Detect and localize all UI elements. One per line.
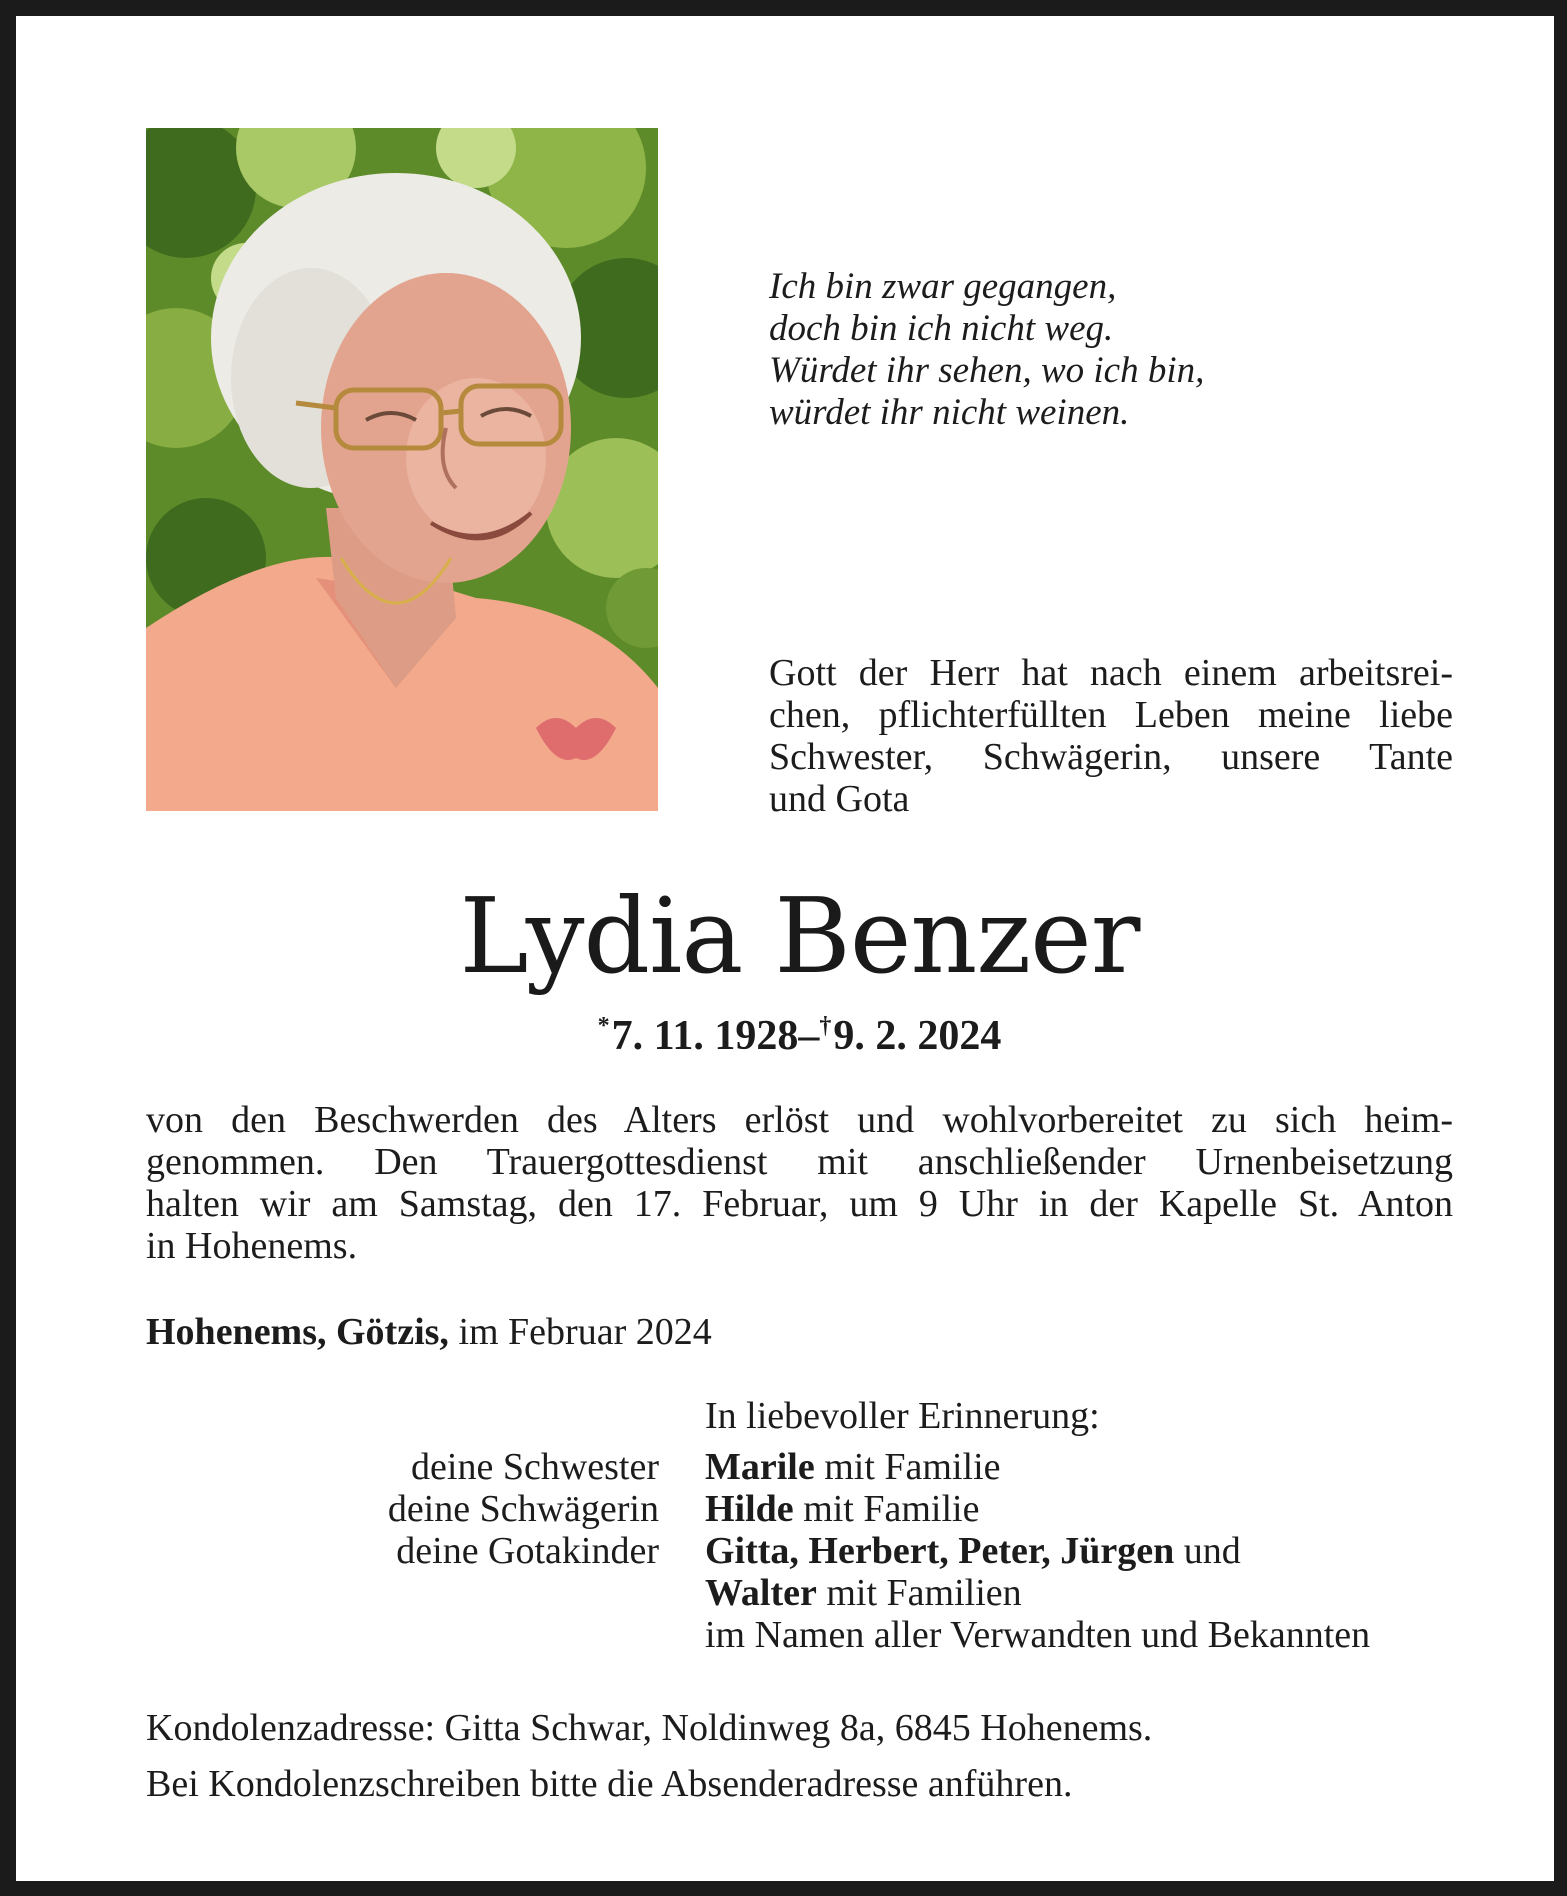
relation-label: deine Gotakinder: [396, 1530, 659, 1572]
condolence-info: [146, 1700, 1152, 1812]
mourner-suffix: und: [1174, 1530, 1241, 1572]
poem-line: doch bin ich nicht weg.: [769, 308, 1114, 349]
intro-line: Gott der Herr hat nach einem arbeitsrei-: [769, 652, 1453, 694]
mourner-name: Hilde: [705, 1488, 794, 1530]
mourners-list: [705, 1446, 1370, 1656]
birth-symbol: *: [597, 1013, 610, 1039]
mourner-line: [705, 1530, 1370, 1572]
mourner-line: [705, 1614, 1370, 1656]
relation-label: deine Schwester: [411, 1446, 659, 1488]
condolence-note: Bei Kondolenzschreiben bitte die Absenderadresse anführen.: [146, 1763, 1073, 1805]
death-symbol: †: [819, 1013, 832, 1039]
death-date: 9. 2. 2024: [833, 1013, 1002, 1059]
intro-line: chen, pflichterfüllten Leben meine liebe: [769, 694, 1453, 736]
intro-line: Schwester, Schwägerin, unsere Tante: [769, 736, 1453, 778]
mourner-name: Walter: [705, 1572, 817, 1614]
portrait-illustration: [146, 128, 658, 811]
place-and-date: [146, 1310, 1046, 1354]
main-paragraph: [146, 1099, 1453, 1267]
mourner-name: Marile: [705, 1446, 815, 1488]
condolence-address: Kondolenzadresse: Gitta Schwar, Noldinweg 8a, 6845 Hohenems.: [146, 1707, 1153, 1749]
poem-line: Würdet ihr sehen, wo ich bin,: [769, 350, 1205, 391]
main-line: halten wir am Samstag, den 17. Februar, um 9 Uhr in der Kapelle St. Anton: [146, 1183, 1453, 1225]
mourner-suffix: mit Familien: [816, 1572, 1022, 1614]
mourner-suffix: mit Familie: [793, 1488, 980, 1530]
main-line: von den Beschwerden des Alters erlöst und wohlvorbereitet zu sich heim-: [146, 1099, 1453, 1141]
mourner-line: [705, 1488, 1370, 1530]
poem: [769, 266, 1329, 434]
portrait-photo: [146, 128, 658, 811]
intro-line: und Gota: [769, 778, 910, 820]
mourner-name: Gitta, Herbert, Peter, Jürgen: [705, 1530, 1175, 1572]
relations-list: [388, 1446, 659, 1572]
main-line: in Hohenems.: [146, 1225, 358, 1267]
deceased-name: Lydia Benzer: [459, 875, 1140, 997]
life-dates: [16, 1001, 1567, 1061]
main-line: genommen. Den Trauergottesdienst mit anschließender Urnenbeisetzung: [146, 1141, 1453, 1183]
relation-label: deine Schwägerin: [387, 1488, 659, 1530]
poem-line: Ich bin zwar gegangen,: [769, 266, 1117, 307]
mourner-line: [705, 1446, 1370, 1488]
poem-line: würdet ihr nicht weinen.: [769, 392, 1130, 433]
intro-paragraph: [769, 652, 1453, 820]
mourner-suffix: im Namen aller Verwandten und Bekannten: [705, 1614, 1371, 1656]
remembrance-title: In liebevoller Erinnerung:: [705, 1395, 1100, 1437]
birth-date: 7. 11. 1928: [611, 1013, 799, 1059]
place-names: Hohenems, Götzis,: [146, 1311, 449, 1353]
mourner-line: [705, 1572, 1370, 1614]
date-dash: –: [798, 1013, 820, 1059]
mourner-suffix: mit Familie: [814, 1446, 1001, 1488]
place-date: im Februar 2024: [448, 1311, 712, 1353]
